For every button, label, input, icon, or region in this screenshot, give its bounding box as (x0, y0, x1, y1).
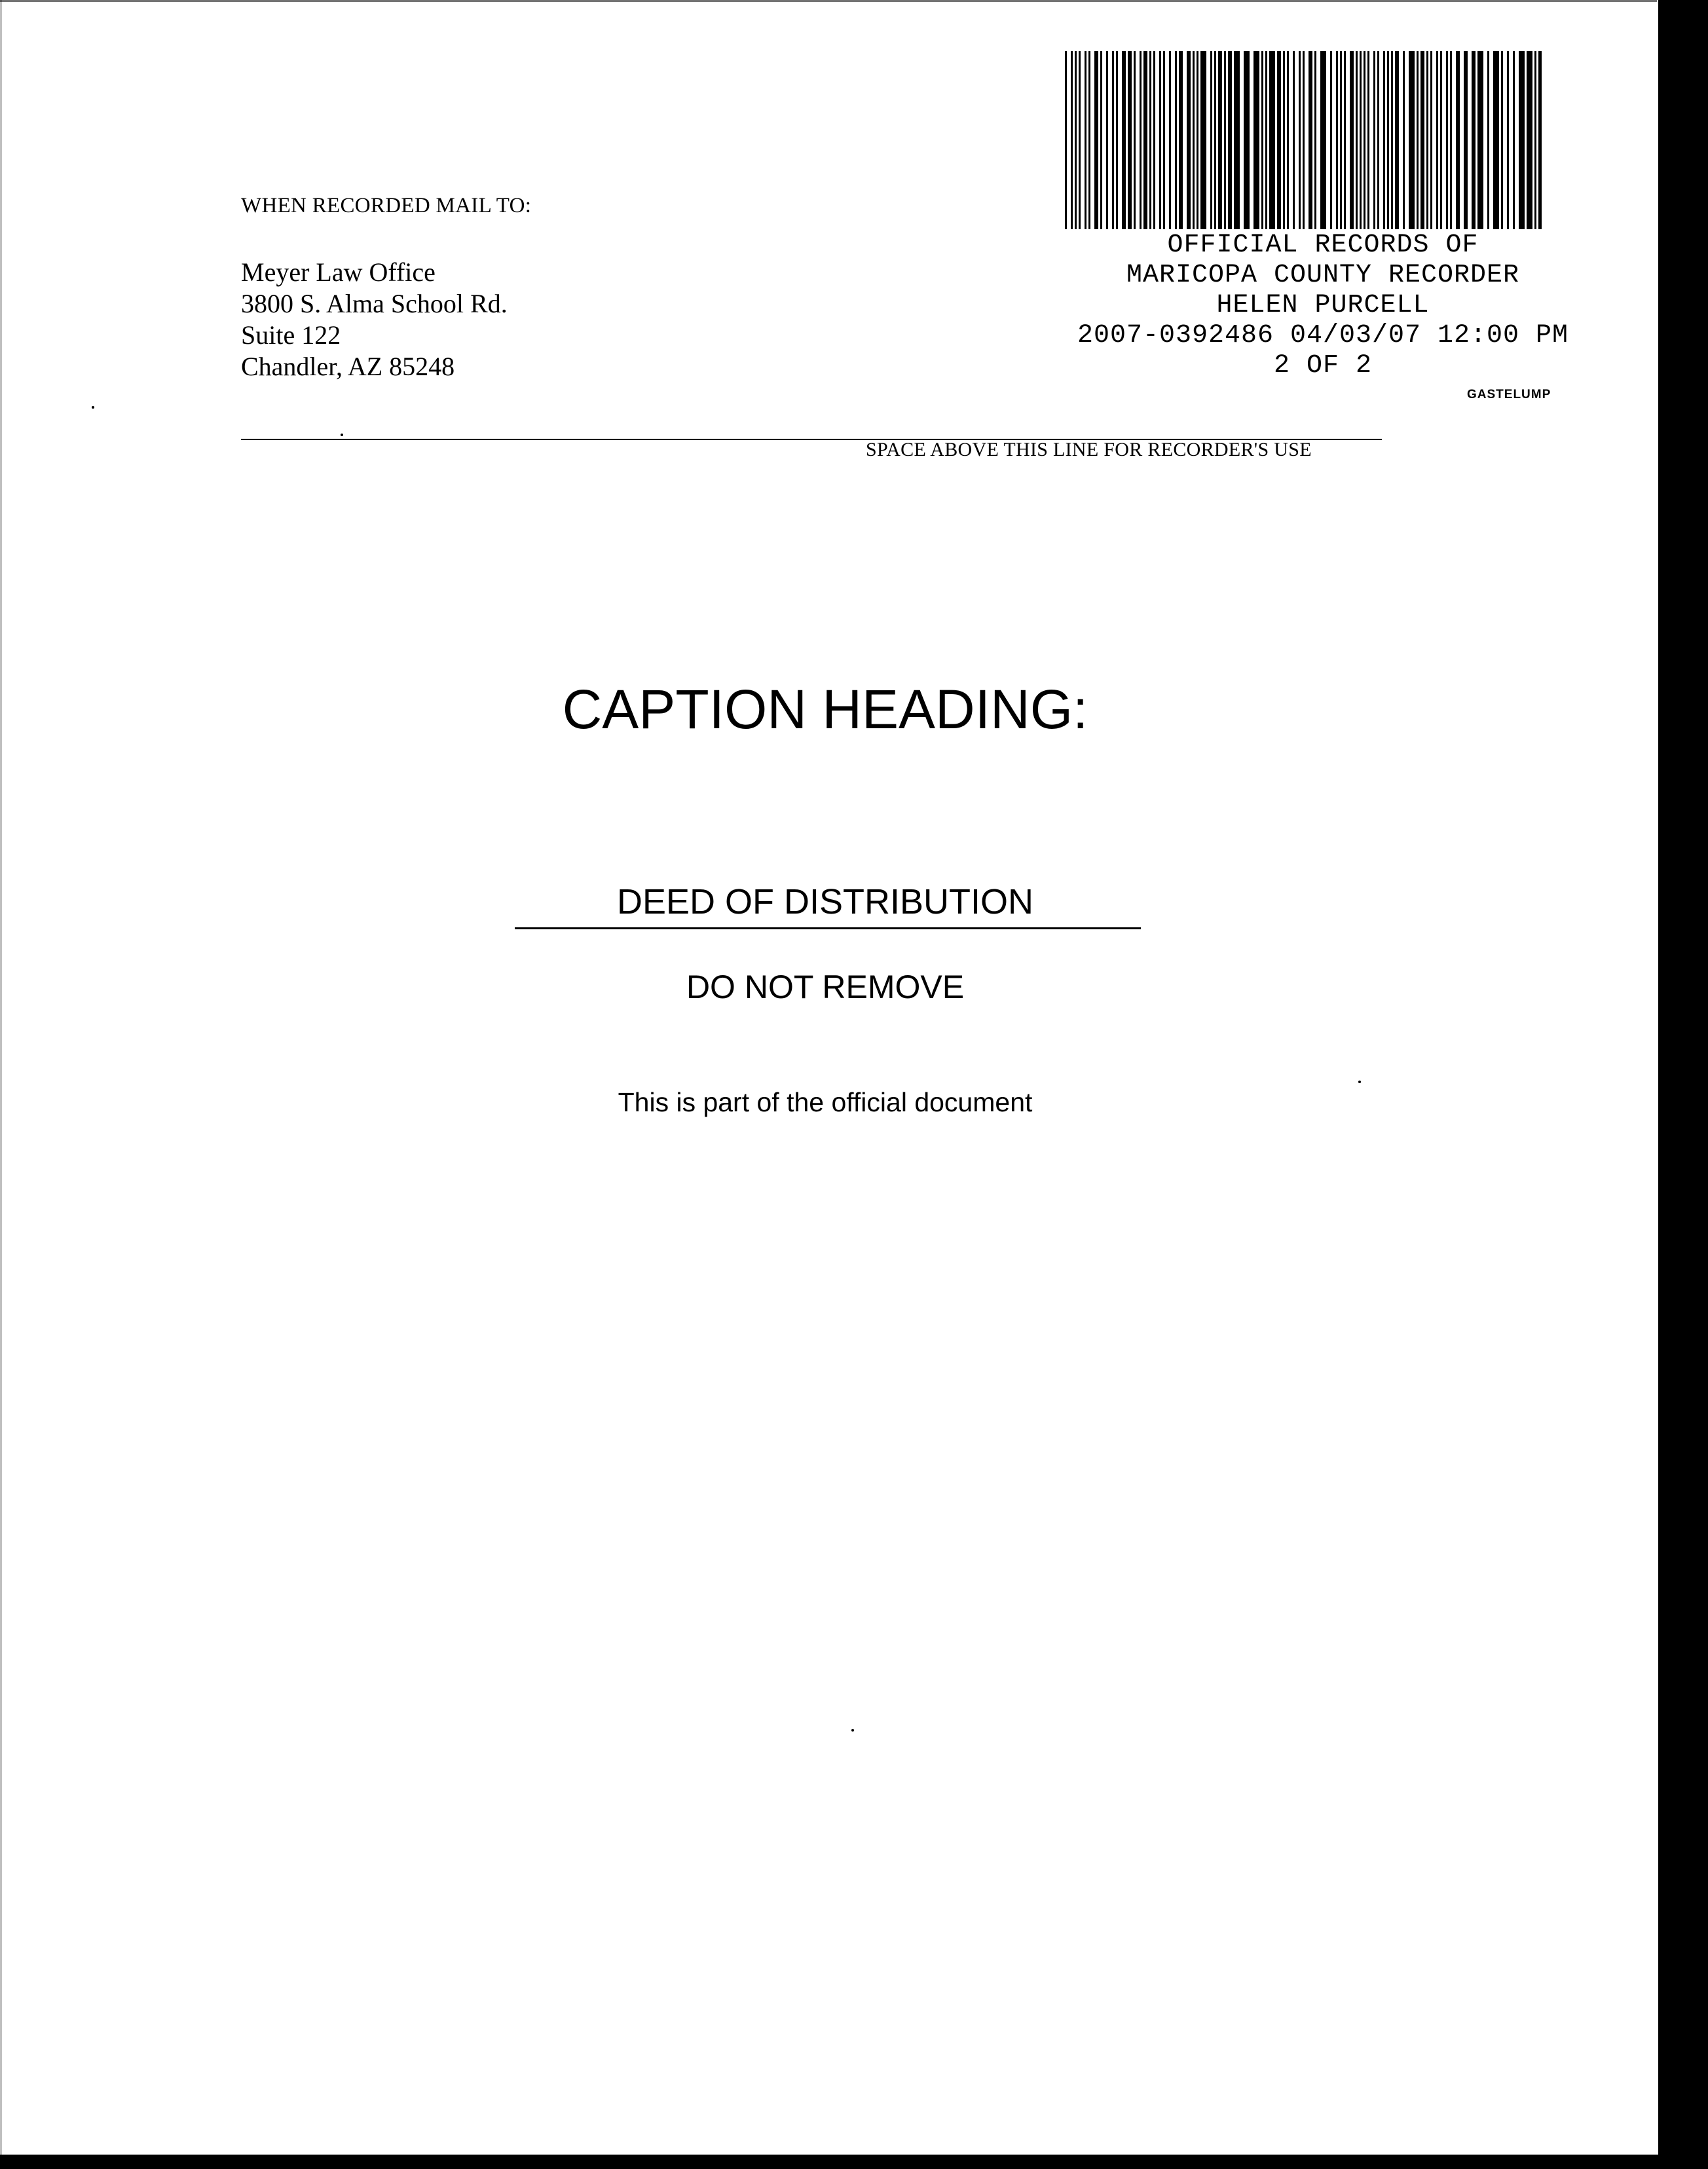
barcode-bar (1440, 51, 1442, 229)
stamp-line-official-records: OFFICIAL RECORDS OF (1167, 231, 1479, 260)
barcode-bar (1426, 51, 1428, 229)
barcode-bar (1159, 51, 1161, 229)
barcode-bar (1364, 51, 1365, 229)
official-document-statement: This is part of the official document (618, 1087, 1033, 1117)
barcode-bar (1153, 51, 1155, 229)
stamp-line-recording-number: 2007-0392486 04/03/07 12:00 PM (1077, 321, 1569, 350)
barcode-bar (1534, 51, 1536, 229)
barcode-bar (1085, 51, 1086, 229)
recording-barcode (1065, 51, 1542, 229)
barcode-bar (1519, 51, 1525, 229)
scan-edge-left (0, 0, 2, 2155)
barcode-bar (1071, 51, 1073, 229)
barcode-bar (1436, 51, 1438, 229)
scan-speck (341, 434, 343, 436)
mail-to-address (241, 257, 508, 382)
barcode-bar (1387, 51, 1389, 229)
barcode-bar (1330, 51, 1332, 229)
barcode-bar (1395, 51, 1399, 229)
barcode-bar (1340, 51, 1342, 229)
barcode-bar (1134, 51, 1136, 229)
barcode-bar (1210, 51, 1212, 229)
barcode-bar (1234, 51, 1240, 229)
barcode-bar (1477, 51, 1483, 229)
barcode-bar (1265, 51, 1267, 229)
barcode-bar (1383, 51, 1385, 229)
barcode-bar (1403, 51, 1405, 229)
barcode-bar (1269, 51, 1275, 229)
barcode-bar (1283, 51, 1285, 229)
stamp-line-page-count: 2 OF 2 (1273, 351, 1373, 380)
document-title: DEED OF DISTRIBUTION (616, 882, 1034, 921)
barcode-bar (1106, 51, 1108, 229)
barcode-bar (1417, 51, 1419, 229)
barcode-bar (1197, 51, 1198, 229)
stamp-line-county-recorder: MARICOPA COUNTY RECORDER (1126, 261, 1520, 290)
barcode-bar (1143, 51, 1147, 229)
barcode-bar (1293, 51, 1295, 229)
barcode-bar (1079, 51, 1081, 229)
barcode-bar (1493, 51, 1499, 229)
stamp-clerk-code: GASTELUMP (1467, 388, 1551, 401)
barcode-bar (1169, 51, 1171, 229)
barcode-bar (1367, 51, 1369, 229)
barcode-bar (1187, 51, 1191, 229)
barcode-bar (1513, 51, 1515, 229)
barcode-bar (1218, 51, 1222, 229)
barcode-bar (1420, 51, 1424, 229)
barcode-bar (1344, 51, 1346, 229)
address-line-name: Meyer Law Office (241, 257, 436, 287)
barcode-bar (1360, 51, 1362, 229)
do-not-remove-notice: DO NOT REMOVE (686, 969, 965, 1005)
address-line-city: Chandler, AZ 85248 (241, 352, 455, 381)
barcode-bar (1356, 51, 1358, 229)
barcode-bar (1228, 51, 1232, 229)
barcode-bar (1309, 51, 1312, 229)
barcode-bar (1409, 51, 1415, 229)
barcode-bar (1277, 51, 1281, 229)
barcode-bar (1116, 51, 1118, 229)
barcode-bar (1472, 51, 1476, 229)
barcode-bar (1501, 51, 1503, 229)
barcode-bar (1122, 51, 1126, 229)
barcode-bar (1373, 51, 1375, 229)
barcode-bar (1299, 51, 1301, 229)
barcode-bar (1314, 51, 1316, 229)
barcode-bar (1287, 51, 1289, 229)
barcode-bar (1244, 51, 1250, 229)
barcode-bar (1538, 51, 1542, 229)
mail-to-label: WHEN RECORDED MAIL TO: (241, 194, 532, 217)
barcode-bar (1112, 51, 1114, 229)
barcode-bar (1100, 51, 1102, 229)
document-title-underline (515, 927, 1141, 929)
barcode-bar (1253, 51, 1259, 229)
barcode-bar (1261, 51, 1263, 229)
barcode-bar (1450, 51, 1452, 229)
stamp-line-recorder-name: HELEN PURCELL (1216, 291, 1430, 320)
scan-speck (851, 1729, 854, 1732)
caption-heading: CAPTION HEADING: (562, 678, 1088, 740)
barcode-bar (1303, 51, 1305, 229)
barcode-bar (1350, 51, 1354, 229)
barcode-bar (1336, 51, 1338, 229)
barcode-bar (1094, 51, 1098, 229)
barcode-bar (1320, 51, 1326, 229)
barcode-bar (1193, 51, 1195, 229)
barcode-bar (1456, 51, 1460, 229)
barcode-bar (1128, 51, 1132, 229)
scan-speck (92, 406, 94, 409)
barcode-bar (1224, 51, 1226, 229)
barcode-bar (1175, 51, 1177, 229)
barcode-bar (1527, 51, 1532, 229)
scan-speck (1358, 1081, 1361, 1083)
barcode-bar (1507, 51, 1509, 229)
address-line-suite: Suite 122 (241, 320, 341, 350)
barcode-bar (1430, 51, 1432, 229)
scan-edge-bottom (0, 2155, 1708, 2169)
barcode-bar (1075, 51, 1077, 229)
scan-edge-top (0, 0, 1657, 2)
barcode-bar (1391, 51, 1393, 229)
barcode-bar (1163, 51, 1165, 229)
barcode-bar (1140, 51, 1142, 229)
barcode-bar (1179, 51, 1183, 229)
barcode-bar (1065, 51, 1067, 229)
barcode-bar (1487, 51, 1489, 229)
recorder-stamp (1061, 231, 1585, 381)
address-line-street: 3800 S. Alma School Rd. (241, 289, 508, 318)
barcode-bar (1149, 51, 1151, 229)
recorder-use-caption: SPACE ABOVE THIS LINE FOR RECORDER'S USE (866, 439, 1312, 460)
barcode-bar (1200, 51, 1206, 229)
barcode-bar (1464, 51, 1468, 229)
barcode-bar (1377, 51, 1379, 229)
barcode-bar (1088, 51, 1090, 229)
barcode-bar (1446, 51, 1448, 229)
barcode-bar (1214, 51, 1216, 229)
scan-edge-right (1658, 0, 1708, 2169)
